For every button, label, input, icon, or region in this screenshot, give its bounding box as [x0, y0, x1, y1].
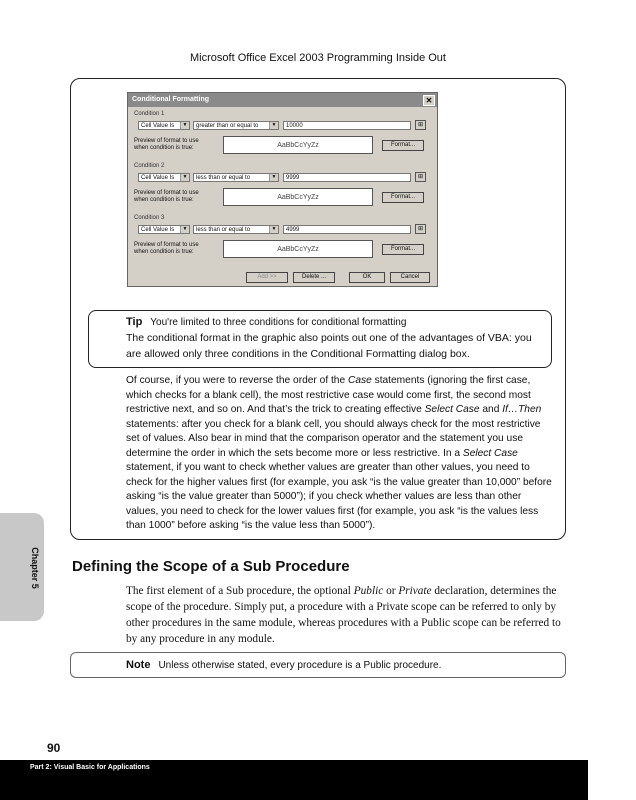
close-icon[interactable]: ✕ [423, 95, 435, 106]
chevron-down-icon: ▼ [269, 174, 278, 181]
condition-type-select[interactable]: Cell Value Is ▼ [138, 225, 190, 234]
delete-button[interactable]: Delete ... [293, 272, 335, 283]
chevron-down-icon: ▼ [180, 174, 189, 181]
format-preview: AaBbCcYyZz [223, 188, 373, 206]
chevron-down-icon: ▼ [180, 226, 189, 233]
cancel-button[interactable]: Cancel [390, 272, 430, 283]
range-select-icon[interactable]: ⊞ [415, 224, 426, 234]
ok-button[interactable]: OK [349, 272, 385, 283]
running-header: Microsoft Office Excel 2003 Programming Inside Out [190, 52, 446, 64]
condition-type-select[interactable]: Cell Value Is ▼ [138, 173, 190, 182]
condition-label: Condition 2 [134, 163, 165, 169]
chevron-down-icon: ▼ [269, 226, 278, 233]
value-input[interactable]: 4999 [283, 225, 411, 234]
note-text: Note Unless otherwise stated, every procedure is a Public procedure. [126, 659, 442, 671]
format-button[interactable]: Format... [382, 192, 424, 203]
condition-type-select[interactable]: Cell Value Is ▼ [138, 121, 190, 130]
conditional-formatting-dialog [127, 92, 438, 287]
format-preview: AaBbCcYyZz [223, 240, 373, 258]
section-heading: Defining the Scope of a Sub Procedure [72, 558, 350, 575]
condition-label: Condition 1 [134, 111, 165, 117]
note-label: Note [126, 659, 151, 671]
dialog-titlebar [128, 93, 437, 107]
body-paragraph: Of course, if you were to reverse the order of the Case statements (ignoring the first case, which checks for a blank cell), the most restrictive case would come first, the second most restrictive next, and so on. And that’s the trick to creating effective Select Case and If…Then statements: after you check for a blank cell, you should always check for the most restrictive set of values. Also bear in mind that the comparison operator and the statement you use determine the order in which the sets become more or less restrictive. In a Select Case statement, if you want to check whether values are greater than other values, you need to check for the higher values first (for example, you ask “is the value greater than 10,000” before asking “is the value greater than 5000”); if you check whether values are less than other values, you need to check for the lower values first (for example, you ask “is the values less than 1000” before asking “is the value less than 5000”). [126, 375, 552, 531]
range-select-icon[interactable]: ⊞ [415, 172, 426, 182]
tip-label: Tip [126, 316, 143, 328]
preview-label: Preview of format to use when condition is true: [134, 190, 199, 203]
format-preview: AaBbCcYyZz [223, 136, 373, 154]
chevron-down-icon: ▼ [180, 122, 189, 129]
operator-select[interactable]: greater than or equal to ▼ [193, 121, 279, 130]
add-button[interactable]: Add >> [246, 272, 288, 283]
page-number: 90 [47, 741, 61, 755]
dialog-title: Conditional Formatting [132, 96, 209, 103]
format-button[interactable]: Format... [382, 140, 424, 151]
value-input[interactable]: 9999 [283, 173, 411, 182]
operator-select[interactable]: less than or equal to ▼ [193, 225, 279, 234]
value-input[interactable]: 10000 [283, 121, 411, 130]
preview-label: Preview of format to use when condition is true: [134, 138, 199, 151]
condition-label: Condition 3 [134, 215, 165, 221]
range-select-icon[interactable]: ⊞ [415, 120, 426, 130]
footer-text: Part 2: Visual Basic for Applications [30, 764, 150, 771]
operator-select[interactable]: less than or equal to ▼ [193, 173, 279, 182]
tip-heading [126, 316, 406, 328]
tip-body: The conditional format in the graphic also points out one of the advantages of VBA: you are allowed only three conditions in the Conditional Formatting dialog box. [126, 332, 532, 360]
chevron-down-icon: ▼ [269, 122, 278, 129]
section-paragraph: The first element of a Sub procedure, the optional Public or Private declaration, determines the scope of the procedure. Simply put, a procedure with a Private scope can be referred to only by other procedures in the same module, whereas procedures with a Public scope can be referred to by any procedure in any module. [126, 585, 561, 645]
tip-title: You're limited to three conditions for conditional formatting [150, 317, 407, 328]
chapter-tab-label: Chapter 5 [30, 547, 40, 589]
preview-label: Preview of format to use when condition is true: [134, 242, 199, 255]
format-button[interactable]: Format... [382, 244, 424, 255]
